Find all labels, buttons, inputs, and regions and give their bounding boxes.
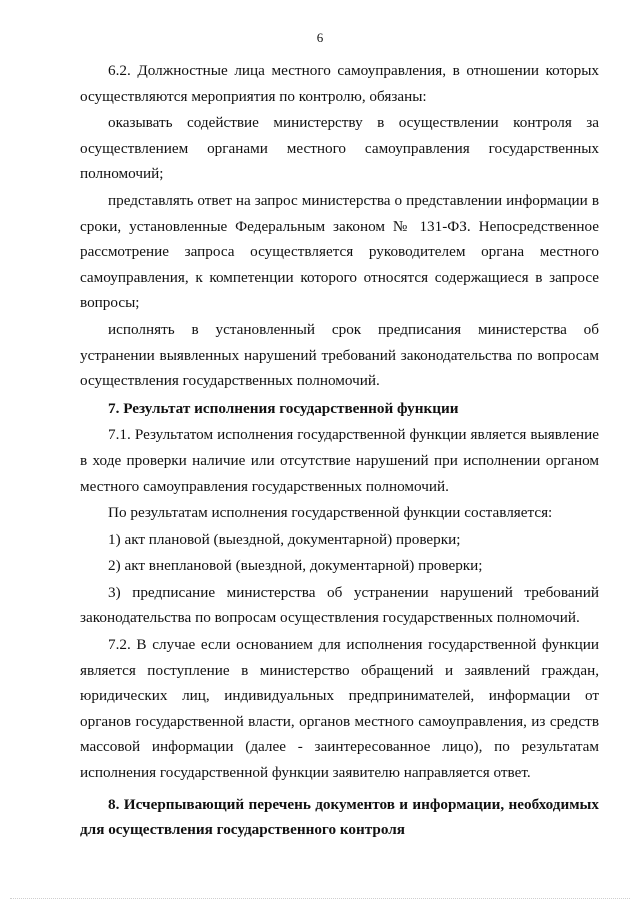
paragraph-provide-answer: представлять ответ на запрос министерства о представлении информации в сроки, установленные Федеральным законом № 131-ФЗ. Непосредственное рассмотрение запроса осуществляется руководителем органа местного самоуправления, к компетенции которого относятся содержащиеся в запросе вопросы; [80,191,599,312]
paragraph-6-2: 6.2. Должностные лица местного самоуправления, в отношении которых осуществляются мероприятия по контролю, обязаны: [80,62,599,105]
document-body [80,58,599,843]
paragraph-7-2: 7.2. В случае если основанием для исполнения государственной функции является поступление в министерство обращений и заявлений граждан, юридических лиц, индивидуальных предпринимателей, информации от органов государственной власти, органов местного самоуправления, из средств массовой информации (далее - заинтересованное лицо), по результатам исполнения государственной функции заявителю направляется ответ. [80,636,599,782]
list-item-1: 1) акт плановой (выездной, документарной) проверки; [108,530,461,548]
paragraph-results-intro: По результатам исполнения государственной функции составляется: [108,504,553,522]
list-item-3: 3) предписание министерства об устранении нарушений требований законодательства по вопросам осуществления государственных полномочий. [80,583,599,627]
list-item-2: 2) акт внеплановой (выездной, документарной) проверки; [108,557,483,575]
section-8-heading: 8. Исчерпывающий перечень документов и информации, необходимых для осуществления государственного контроля [80,795,599,839]
paragraph-assist: оказывать содействие министерству в осуществлении контроля за осуществлением органами местного самоуправления государственных полномочий; [80,114,599,183]
page-bottom-edge [10,898,630,899]
page-number: 6 [316,30,324,45]
section-7-heading: 7. Результат исполнения государственной функции [108,399,459,417]
paragraph-execute-orders: исполнять в установленный срок предписания министерства об устранении выявленных нарушений требований законодательства по вопросам осуществления государственных полномочий. [80,320,599,390]
paragraph-7-1: 7.1. Результатом исполнения государственной функции является выявление в ходе проверки наличие или отсутствие нарушений при исполнении органом местного самоуправления государственных полномочий. [80,426,599,495]
